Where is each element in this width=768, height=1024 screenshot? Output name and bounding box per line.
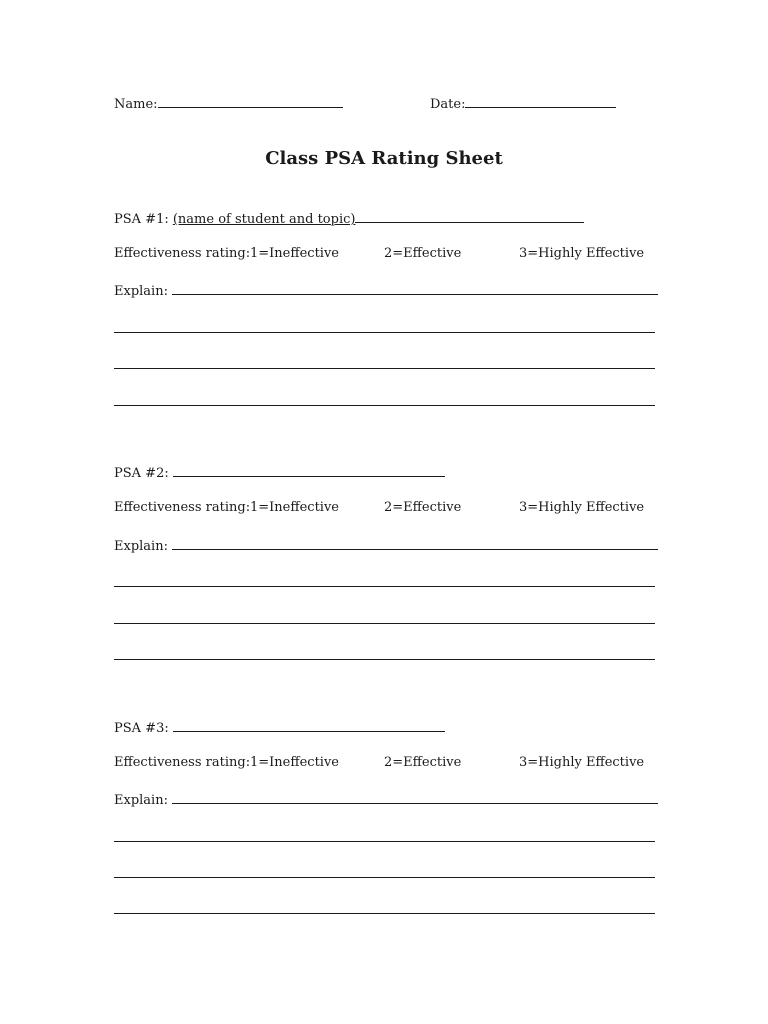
psa-1-row [114, 210, 584, 228]
explain-2-label: Explain: [114, 539, 168, 554]
explain-1-line-3[interactable] [114, 368, 655, 369]
rating-3-option-1: 1=Ineffective [250, 755, 339, 770]
psa-1-hint: (name of student and topic) [172, 212, 356, 227]
explain-1-row [114, 282, 658, 300]
rating-3-option-2: 2=Effective [384, 755, 462, 770]
rating-1-option-1: 1=Ineffective [250, 246, 339, 261]
rating-1-label: Effectiveness rating: [114, 246, 251, 261]
explain-3-line-3[interactable] [114, 877, 655, 878]
explain-3-blank[interactable] [172, 791, 658, 804]
name-field-row [114, 95, 343, 113]
explain-2-row [114, 537, 658, 555]
rating-1-option-2: 2=Effective [384, 246, 462, 261]
date-field-row [430, 95, 616, 113]
psa-3-label: PSA #3: [114, 721, 169, 736]
explain-2-blank[interactable] [172, 537, 658, 550]
psa-2-label: PSA #2: [114, 466, 169, 481]
psa-1-blank[interactable] [355, 210, 584, 223]
psa-3-row [114, 719, 445, 737]
rating-2-option-3: 3=Highly Effective [519, 500, 645, 515]
explain-2-line-2[interactable] [114, 586, 655, 587]
rating-3-label: Effectiveness rating: [114, 755, 251, 770]
explain-3-row [114, 791, 658, 809]
explain-1-line-2[interactable] [114, 332, 655, 333]
rating-2-option-1: 1=Ineffective [250, 500, 339, 515]
psa-2-blank[interactable] [173, 464, 445, 477]
rating-2-label: Effectiveness rating: [114, 500, 251, 515]
explain-1-label: Explain: [114, 284, 168, 299]
rating-3-option-3: 3=Highly Effective [519, 755, 645, 770]
rating-2-option-2: 2=Effective [384, 500, 462, 515]
psa-1-label: PSA #1: [114, 212, 169, 227]
explain-2-line-4[interactable] [114, 659, 655, 660]
explain-2-line-3[interactable] [114, 623, 655, 624]
rating-1-option-3: 3=Highly Effective [519, 246, 645, 261]
date-blank[interactable] [465, 95, 616, 108]
explain-3-line-2[interactable] [114, 841, 655, 842]
psa-3-blank[interactable] [173, 719, 445, 732]
page-title: Class PSA Rating Sheet [265, 148, 503, 169]
explain-3-label: Explain: [114, 793, 168, 808]
date-label: Date: [430, 97, 466, 112]
explain-3-line-4[interactable] [114, 913, 655, 914]
psa-2-row [114, 464, 445, 482]
explain-1-line-4[interactable] [114, 405, 655, 406]
explain-1-blank[interactable] [172, 282, 658, 295]
name-label: Name: [114, 97, 158, 112]
name-blank[interactable] [158, 95, 343, 108]
